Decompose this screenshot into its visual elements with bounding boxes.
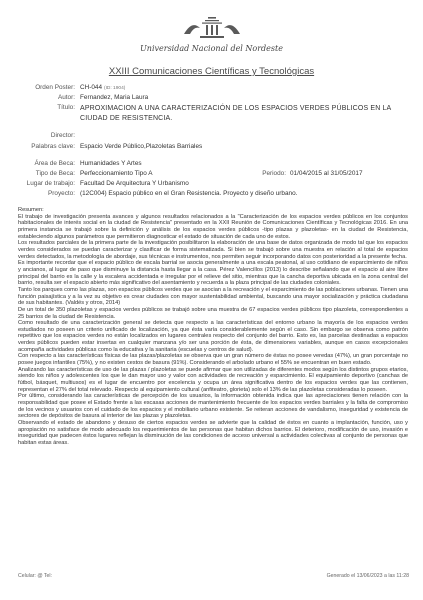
resumen-paragraph: Por último, considerando las características de percepción de los usuarios, la información obtenida indica que las apreciaciones tienen relación con la responsabilidad que posee el Estado frente a las escasas acciones de mantenimiento frecuente de los espacios verdes barriales y la falta de compromiso de los vecinos y usuarios con el cuidado de los espacios y el mobiliario urbano existente. Se reiteran acciones de vandalismo, inseguridad y existencia de sectores de depósitos de basura al interior de las plazas y plazoletas. xyxy=(18,393,408,420)
resumen-paragraph: Como resultado de una caracterización general se detecta que respecto a las características del entorno urbano la mayoría de los espacios verdes estudiados no poseen un criterio unificado de localización, ya que ésta varía considerablemente según el caso. Sin embargo se observa como patrón repetitivo que los espacios verdes no están localizados en lugares centrales respecto del conjunto del barrio. Esto es, las parcelas destinadas a espacios verdes públicos pueden estar insertas en cualquier manzana y/o ser una porción de ésta, de dimensiones variables, aunque en casos excepcionales acompaña actividades públicas como la educativa y la sanitaria (escuelas y centros de salud). xyxy=(18,320,408,353)
resumen-paragraph: Analizando las características de uso de las plazas / plazoletas se puede afirmar que son utilizadas de diferentes modos según los distintos grupos etarios, siendo los niños y adolescentes los que le dan mayor uso y valor con actividades de recreación y esparcimiento. El equipamiento deportivo (canchas de fútbol, básquet, multiusos) es el lugar de encuentro por excelencia y ocupa un área significativa dentro de los espacios verdes que las contienen, representan el 27% del total relevado. Respecto al equipamiento cultural (anfiteatro, glorieta) solo el 13% de las plazoletas consideradas lo poseen. xyxy=(18,366,408,393)
resumen-paragraph: De un total de 350 plazoletas y espacios verdes públicos se trabajó sobre una muestra de 67 espacios verdes públicos tipo plazoleta, correspondientes a 25 barrios de la ciudad de Resistencia. xyxy=(18,306,408,320)
record-id: (ID: 1904) xyxy=(104,85,126,91)
resumen-section xyxy=(18,207,408,447)
resumen-paragraph: Con respecto a las características físicas de las plazas/plazoletas se observa que un gran número de éstas no posee veredas (47%), un gran porcentaje no posee juegos infantiles (75%), y no existen cestos de basura (91%). Considerando el arbolado urbano el 55% se encuentran en buen estado. xyxy=(18,353,408,367)
resumen-paragraph: El trabajo de investigación presenta avances y algunos resultados relacionados a la "Caracterización de los espacios verdes públicos en los conjuntos habitacionales de interés social en la ciudad de Resistencia" presentado en la XXII Reunión de Comunicaciones Científicas y Tecnológicas 2016. En una primera instancia se trabajó sobre la definición y análisis de los espacios verdes públicos -tipo plazas y plazoletas- en la ciudad de Resistencia, estableciendo algunos parámetros que permitieron diagnosticar el estado de situación de cada uno de estos. xyxy=(18,213,408,240)
autor-label: Autor: xyxy=(57,94,75,101)
university-name: Universidad Nacional del Nordeste xyxy=(140,44,283,53)
proyecto-label: Proyecto: xyxy=(48,190,75,197)
event-title: XXIII Comunicaciones Científicas y Tecnológicas xyxy=(108,66,315,77)
director-label: Director: xyxy=(50,132,75,139)
resumen-paragraph: Es importante recordar que el espacio público de escala barrial se asocia generalmente a una escala peatonal, al uso cotidiano de esparcimiento de niños y ancianos, al lugar de paso que disminuye la distancia hasta llegar a la casa. Pérez Valencillos (2013) lo describe señalando que el espacio al aire libre principal del barrio es la calle y la escalera accidentada e irregular por el relieve del sitio, mientras que la cancha deportiva ubicada en la zona central del barrio, resulta ser el espacio abierto más significativo del asentamiento y recuerda a la plaza principal de las ciudades coloniales. xyxy=(18,260,408,287)
footer-contact: Celular: @ Tel: xyxy=(18,573,53,579)
tipo-beca-value: Perfeccionamiento Tipo A xyxy=(80,170,153,177)
footer-generated: Generado el 13/06/2023 a las 11:28 xyxy=(326,573,409,579)
titulo-value: APROXIMACION A UNA CARACTERIZACIÓN DE LOS ESPACIOS VERDES PÚBLICOS EN LA CIUDAD DE RESISTENCIA. xyxy=(80,105,391,122)
area-beca-label: Área de Beca: xyxy=(34,160,75,167)
tipo-beca-label: Tipo de Beca: xyxy=(35,170,75,177)
palabras-clave-label: Palabras clave: xyxy=(31,143,75,150)
palabras-clave-value: Espacio Verde Público,Plazoletas Barriales xyxy=(80,143,203,150)
lugar-trabajo-value: Facultad De Arquitectura Y Urbanismo xyxy=(80,180,189,187)
lugar-trabajo-label: Lugar de trabajo: xyxy=(26,180,75,187)
periodo-label: Periodo: xyxy=(262,170,286,177)
autor-value: Fernandez, Maria Laura xyxy=(80,94,149,101)
proyecto-value: (12C004) Espacio público en el Gran Resistencia. Proyecto y diseño urbano. xyxy=(80,190,298,197)
titulo-label: Título: xyxy=(57,104,75,111)
area-beca-value: Humanidades Y Artes xyxy=(80,160,142,167)
periodo-value: 01/04/2015 al 31/05/2017 xyxy=(290,170,363,177)
resumen-paragraph: Los resultados parciales de la primera parte de la investigación posibilitaron la elaboración de una base de datos organizada de modo tal que los espacios verdes considerados se puedan caracterizar y clasificar de forma sistematizada. Si bien se trabajó sobre una muestra en relación al total de espacios verdes detectados, la metodología de abordaje, sus técnicas e instrumentos, nos permiten seguir incorporando datos con posterioridad a la presente fecha. xyxy=(18,240,408,260)
resumen-label: Resumen: xyxy=(18,207,44,213)
resumen-paragraph: Tanto los parques como las plazas, son espacios públicos verdes que se asocian a la recreación y el esparcimiento de las poblaciones urbanas. Tienen una función paisajística y a la vez su objetivo es crear ciudades con mayor sustentabilidad ambiental, buscando una mayor socialización y práctica ciudadana de sus habitantes. (Valdés y otros, 2014) xyxy=(18,286,408,307)
resumen-paragraph: Observando el estado de abandono y desuso de ciertos espacios verdes se advierte que la calidad de éstos en cuanto a implantación, función, uso y apropiación no satisface de modo adecuado los requerimientos de las personas que habitan dichos barrios. El deterioro, modificación de uso, invasión e inseguridad que padecen éstos lugares reflejan la disminución de las condiciones de acceso universal a actividades colectivas al conjunto de personas que habitan estas áreas. xyxy=(18,420,408,446)
orden-poster-value: CH-044 xyxy=(80,84,103,91)
university-logo xyxy=(172,14,252,40)
orden-poster-label: Orden Poster: xyxy=(35,84,75,91)
